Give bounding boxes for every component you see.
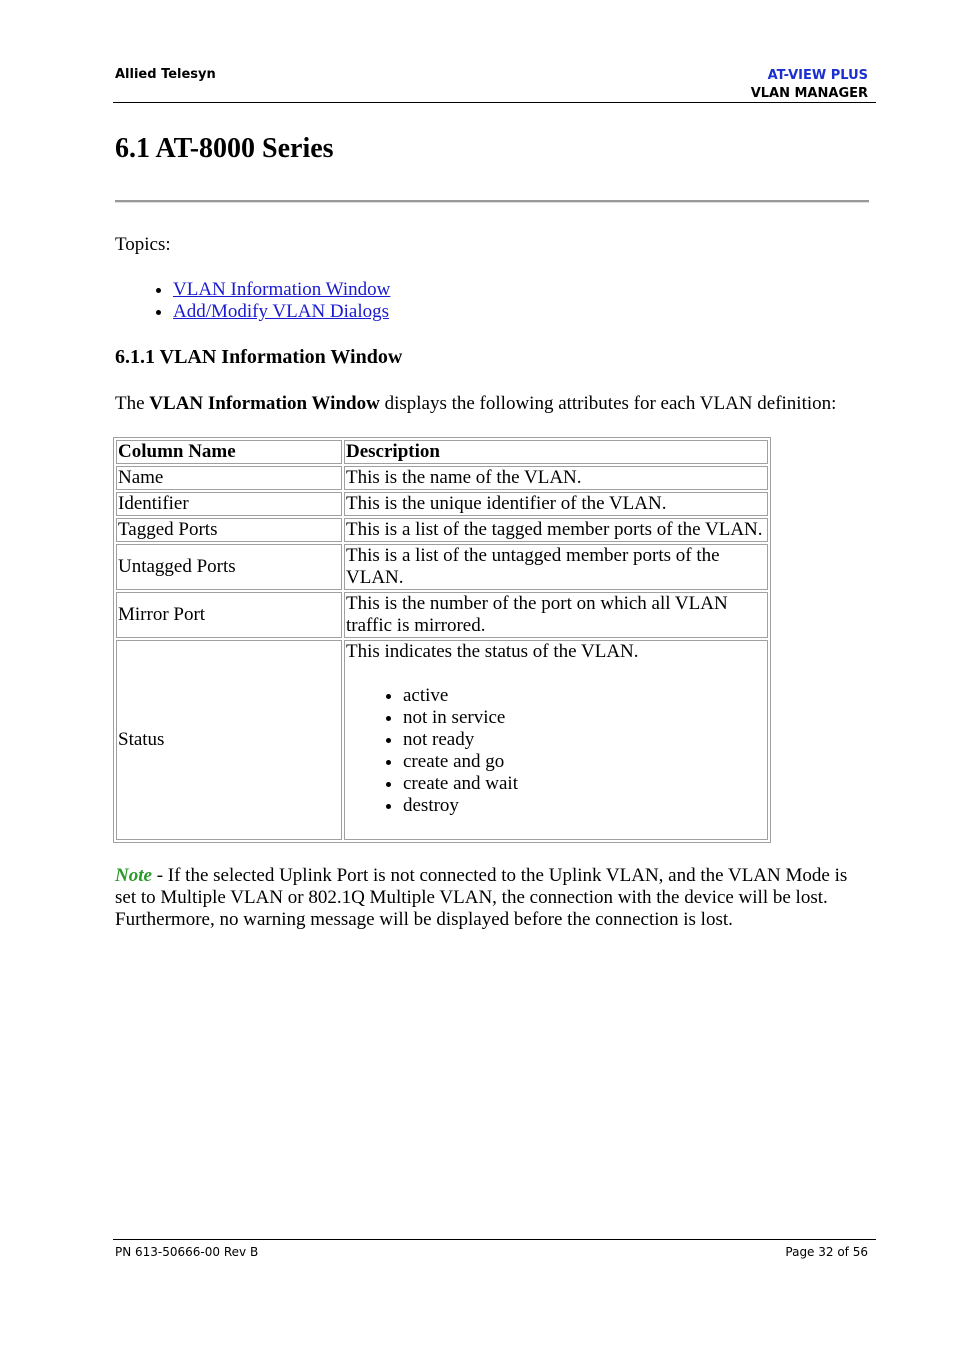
section-divider [115, 200, 869, 203]
intro-bold: VLAN Information Window [149, 393, 380, 414]
row-name: Mirror Port [116, 592, 342, 638]
header-module: VLAN MANAGER [750, 86, 868, 101]
table-row [116, 544, 768, 590]
status-value: • not in service [403, 707, 766, 729]
subsection-title: 6.1.1 VLAN Information Window [115, 346, 403, 368]
header-product-block [751, 67, 868, 103]
row-description: This is a list of the tagged member ports of the VLAN. [344, 518, 768, 542]
topic-item [173, 279, 390, 301]
row-description: This is the number of the port on which all VLAN traffic is mirrored. [344, 592, 768, 638]
status-value: • active [403, 685, 766, 707]
row-description-status [344, 640, 768, 840]
note-text: - If the selected Uplink Port is not connected to the Uplink VLAN, and the VLAN Mode is set to Multiple VLAN or 802.1Q Multiple VLAN, the connection with the device will be lost. Furthermore, no warning message will be displayed before the connection is lost. [115, 865, 848, 930]
footer-divider [113, 1239, 876, 1240]
status-value: • destroy [403, 795, 766, 817]
column-header-name: Column Name [116, 440, 342, 464]
footer-part-number: PN 613-50666-00 Rev B [115, 1245, 259, 1259]
header-divider [113, 102, 876, 103]
row-name: Tagged Ports [116, 518, 342, 542]
status-description: This indicates the status of the VLAN. [346, 641, 639, 662]
topic-link-vlan-information-window[interactable]: VLAN Information Window [173, 279, 391, 300]
topics-list [115, 279, 390, 323]
note-paragraph [115, 865, 865, 931]
intro-paragraph [115, 393, 836, 415]
table-row [116, 466, 768, 490]
topics-label: Topics: [115, 234, 171, 255]
status-values-list [346, 685, 766, 817]
status-value: • create and go [403, 751, 766, 773]
table-row [116, 492, 768, 516]
row-name: Name [116, 466, 342, 490]
footer-page-number: Page 32 of 56 [785, 1245, 868, 1259]
header-product: AT-VIEW PLUS [767, 68, 868, 83]
column-header-description: Description [344, 440, 768, 464]
table-header-row [116, 440, 768, 464]
status-value: • create and wait [403, 773, 766, 795]
row-description: This is the unique identifier of the VLAN. [344, 492, 768, 516]
row-description: This is the name of the VLAN. [344, 466, 768, 490]
row-name: Status [116, 640, 342, 840]
topic-item [173, 301, 390, 323]
table-row-status [116, 640, 768, 840]
row-description: This is a list of the untagged member ports of the VLAN. [344, 544, 768, 590]
status-value: • not ready [403, 729, 766, 751]
header-company: Allied Telesyn [115, 67, 216, 82]
attributes-table [113, 437, 771, 843]
page-title: 6.1 AT-8000 Series [115, 133, 334, 164]
table-row [116, 592, 768, 638]
intro-suffix: displays the following attributes for each VLAN definition: [379, 393, 837, 414]
topic-link-add-modify-vlan-dialogs[interactable]: Add/Modify VLAN Dialogs [173, 301, 390, 322]
note-label: Note [115, 865, 152, 886]
intro-prefix: The [115, 393, 150, 414]
row-name: Untagged Ports [116, 544, 342, 590]
row-name: Identifier [116, 492, 342, 516]
table-row [116, 518, 768, 542]
